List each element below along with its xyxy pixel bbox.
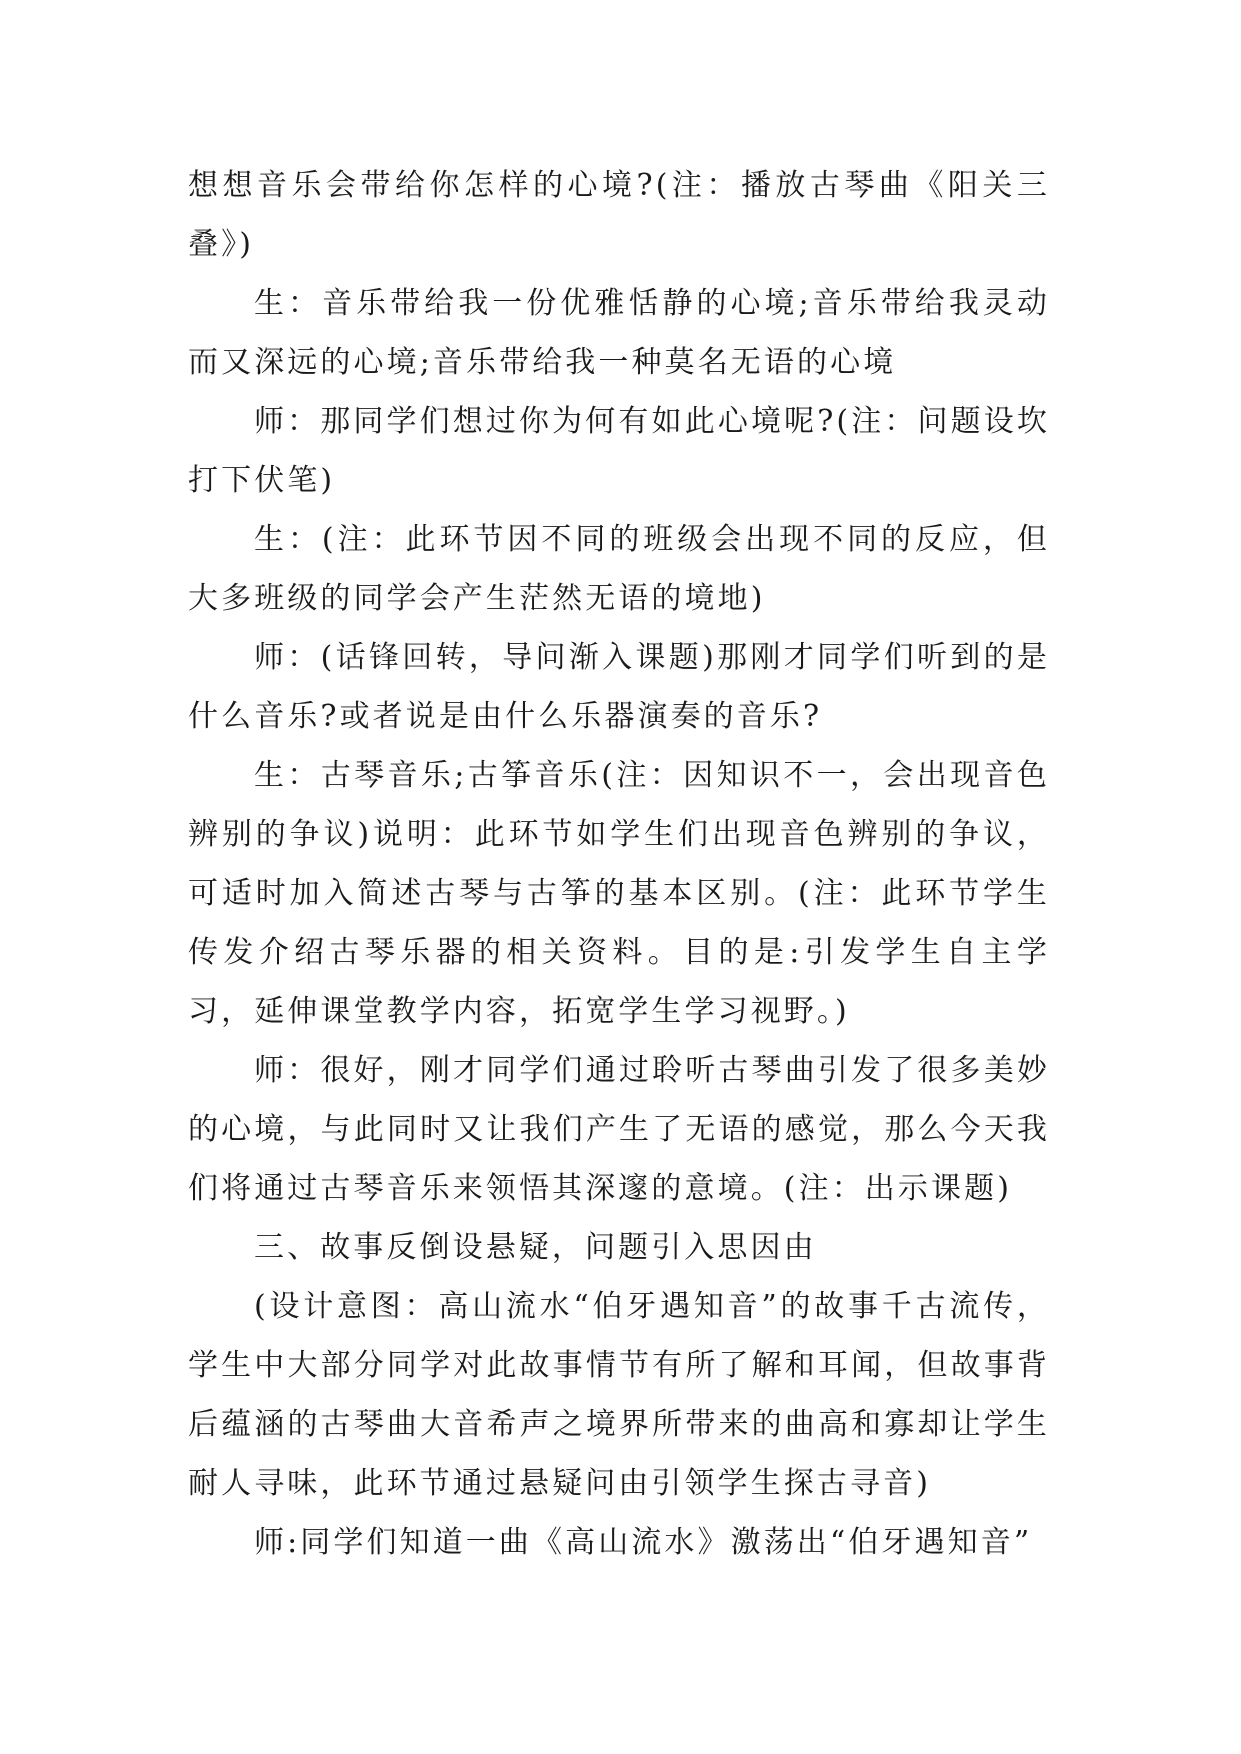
document-body (188, 156, 1050, 1572)
paragraph-7: 师：很好，刚才同学们通过聆听古琴曲引发了很多美妙的心境，与此同时又让我们产生了无语的感觉，那么今天我们将通过古琴音乐来领悟其深邃的意境。(注：出示课题) (188, 1053, 1050, 1206)
paragraph-4: 生：(注：此环节因不同的班级会出现不同的反应，但大多班级的同学会产生茫然无语的境地) (188, 522, 1050, 616)
paragraph-1: 想想音乐会带给你怎样的心境?(注：播放古琴曲《阳关三叠》) (188, 168, 1050, 262)
paragraph-9: (设计意图：高山流水“伯牙遇知音”的故事千古流传，学生中大部分同学对此故事情节有所了解和耳闻，但故事背后蕴涵的古琴曲大音希声之境界所带来的曲高和寡却让学生耐人寻味，此环节通过悬疑问由引领学生探古寻音) (188, 1289, 1050, 1501)
paragraph-10: 师:同学们知道一曲《高山流水》激荡出“伯牙遇知音” (254, 1525, 1033, 1560)
paragraph-6: 生：古琴音乐;古筝音乐(注：因知识不一，会出现音色辨别的争议)说明：此环节如学生们出现音色辨别的争议，可适时加入简述古琴与古筝的基本区别。(注：此环节学生传发介绍古琴乐器的相关资料。目的是:引发学生自主学习，延伸课堂教学内容，拓宽学生学习视野。) (188, 758, 1050, 1029)
paragraph-3: 师：那同学们想过你为何有如此心境呢?(注：问题设坎打下伏笔) (188, 404, 1050, 498)
paragraph-2: 生：音乐带给我一份优雅恬静的心境;音乐带给我灵动而又深远的心境;音乐带给我一种莫名无语的心境 (188, 286, 1050, 380)
section-heading: 三、故事反倒设悬疑，问题引入思因由 (254, 1230, 817, 1265)
paragraph-5: 师：(话锋回转，导问渐入课题)那刚才同学们听到的是什么音乐?或者说是由什么乐器演奏的音乐? (188, 640, 1050, 734)
